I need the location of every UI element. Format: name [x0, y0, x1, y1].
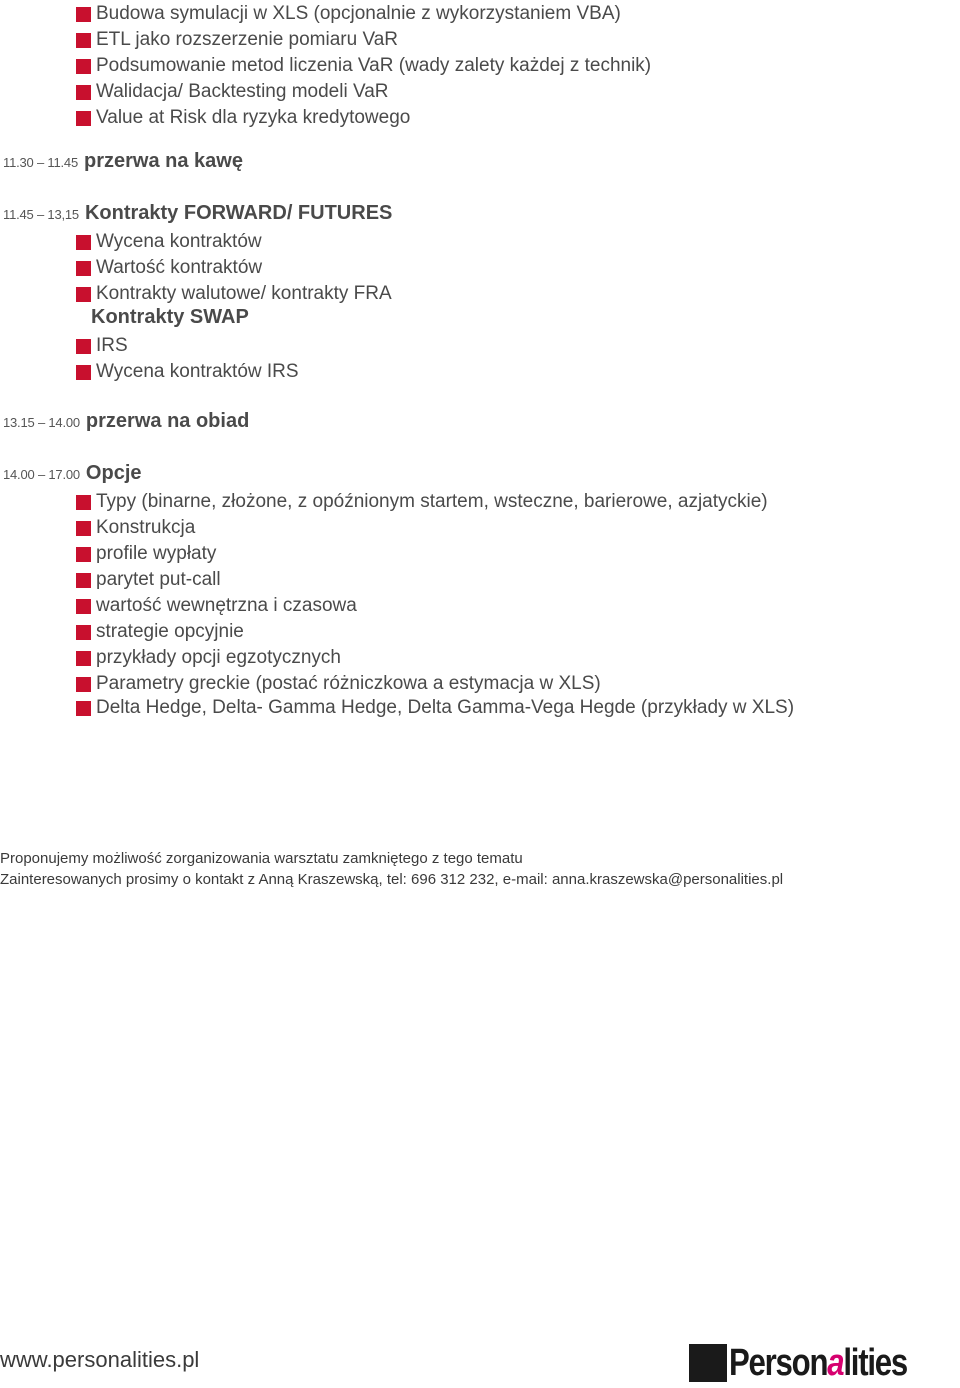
list-item-text: Wartość kontraktów — [96, 257, 263, 278]
bullet-square-icon — [76, 677, 91, 692]
list-item — [76, 105, 410, 131]
bullet-square-icon — [76, 573, 91, 588]
swap-subheading: Kontrakty SWAP — [91, 306, 249, 328]
list-item — [76, 53, 651, 79]
session-time: 11.45 – 13,15 — [3, 207, 79, 222]
list-item-text: Typy (binarne, złożone, z opóźnionym startem, wsteczne, barierowe, azjatyckie) — [96, 491, 768, 512]
session-time: 11.30 – 11.45 — [3, 155, 78, 170]
schedule-row-forward — [3, 202, 392, 225]
list-item — [76, 359, 299, 385]
bullet-square-icon — [76, 547, 91, 562]
bullet-square-icon — [76, 59, 91, 74]
list-item — [76, 541, 216, 567]
list-item-text: Konstrukcja — [96, 517, 196, 538]
list-item — [76, 255, 262, 281]
list-item-text: Walidacja/ Backtesting modeli VaR — [96, 81, 389, 102]
list-item — [76, 619, 244, 645]
bullet-square-icon — [76, 7, 91, 22]
list-item-text: ETL jako rozszerzenie pomiaru VaR — [96, 29, 399, 50]
list-item — [76, 1, 621, 27]
bullet-square-icon — [76, 701, 91, 716]
schedule-row-options — [3, 462, 142, 485]
list-item — [76, 281, 392, 307]
session-title: przerwa na obiad — [85, 410, 250, 432]
list-item — [76, 671, 601, 697]
list-item-text: wartość wewnętrzna i czasowa — [96, 595, 357, 616]
bullet-square-icon — [76, 521, 91, 536]
bullet-square-icon — [76, 651, 91, 666]
list-item — [76, 489, 768, 515]
session-time: 13.15 – 14.00 — [3, 415, 80, 430]
list-item-text: Budowa symulacji w XLS (opcjonalnie z wykorzystaniem VBA) — [96, 3, 621, 24]
bullet-square-icon — [76, 625, 91, 640]
list-item-text: Kontrakty walutowe/ kontrakty FRA — [96, 283, 392, 304]
list-item-text: Podsumowanie metod liczenia VaR (wady zalety każdej z technik) — [96, 55, 652, 76]
list-item-text: przykłady opcji egzotycznych — [96, 647, 341, 668]
list-item-text: Wycena kontraktów — [96, 231, 262, 252]
list-item — [76, 229, 262, 255]
bullet-square-icon — [76, 85, 91, 100]
list-item — [76, 27, 398, 53]
session-title: Kontrakty FORWARD/ FUTURES — [84, 202, 393, 224]
schedule-row-lunch-break — [3, 410, 249, 433]
session-time: 14.00 – 17.00 — [3, 467, 80, 482]
bullet-square-icon — [76, 235, 91, 250]
bullet-square-icon — [76, 365, 91, 380]
list-item-text: IRS — [96, 335, 128, 356]
logo-wordmark: Personalities — [729, 1341, 908, 1384]
list-item — [76, 593, 357, 619]
list-item-text: Wycena kontraktów IRS — [96, 361, 299, 382]
bullet-square-icon — [76, 599, 91, 614]
list-item-text: parytet put-call — [96, 569, 221, 590]
bullet-square-icon — [76, 339, 91, 354]
list-item — [76, 333, 128, 359]
schedule-row-coffee-break — [3, 150, 243, 173]
bullet-square-icon — [76, 111, 91, 126]
list-item — [76, 515, 195, 541]
list-item-text: strategie opcyjnie — [96, 621, 244, 642]
list-item — [76, 567, 221, 593]
session-title: Opcje — [85, 462, 142, 484]
session-title: przerwa na kawę — [84, 150, 243, 172]
list-item — [76, 645, 341, 671]
list-item-text: profile wypłaty — [96, 543, 217, 564]
personalities-logo — [689, 1340, 946, 1386]
bullet-square-icon — [76, 287, 91, 302]
list-item-text: Parametry greckie (postać różniczkowa a estymacja w XLS) — [96, 673, 601, 694]
bullet-square-icon — [76, 33, 91, 48]
bullet-square-icon — [76, 495, 91, 510]
website-link[interactable]: www.personalities.pl — [0, 1347, 200, 1372]
list-item — [76, 695, 796, 721]
bullet-square-icon — [76, 261, 91, 276]
list-item-text: Delta Hedge, Delta- Gamma Hedge, Delta Gamma-Vega Hegde (przykłady w XLS) — [96, 697, 795, 718]
list-item — [76, 79, 389, 105]
list-item-text: Value at Risk dla ryzyka kredytowego — [96, 107, 411, 128]
workshop-offer-text: Proponujemy możliwość zorganizowania warsztatu zamkniętego z tego tematu — [0, 850, 523, 867]
contact-text: Zainteresowanych prosimy o kontakt z Anną Kraszewską, tel: 696 312 232, e-mail: anna.kraszewska@personalities.pl — [0, 871, 784, 888]
logo-square-icon — [689, 1344, 727, 1382]
